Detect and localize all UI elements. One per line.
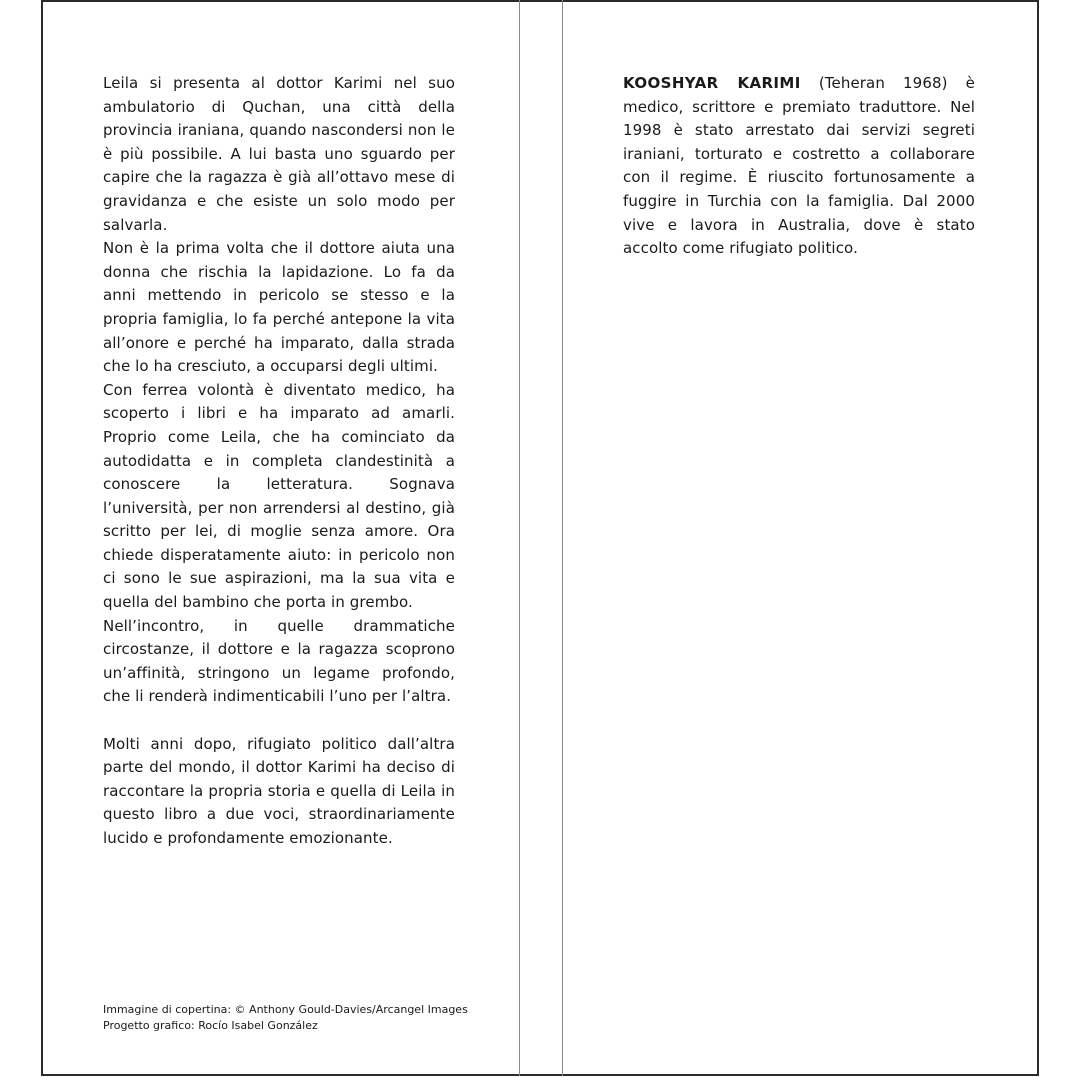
- synopsis-paragraph-4: Nell’incontro, in quelle drammatiche circostanze, il dottore e la ragazza scoprono un’affinità, stringono un legame profondo, che li renderà indimenticabili l’uno per l’altra.: [103, 616, 455, 706]
- synopsis-paragraph-3: Con ferrea volontà è diventato medico, ha scoperto i libri e ha imparato ad amarli. Proprio come Leila, che ha cominciato da autodidatta e in completa clandestinità a conoscere la letteratura. Sognava l’università, per non arrendersi al destino, già scritto per lei, di moglie senza amore. Ora chiede disperatamente aiuto: in pericolo non ci sono le sue aspirazioni, ma la sua vita e quella del bambino che porta in grembo.: [103, 380, 455, 612]
- author-name: KOOSHYAR KARIMI: [623, 74, 801, 92]
- author-bio-text: (Teheran 1968) è medico, scrittore e premiato traduttore. Nel 1998 è stato arrestato dai servizi segreti iraniani, torturato e costretto a collaborare con il regime. È riuscito fortunosamente a fuggire in Turchia con la famiglia. Dal 2000 vive e lavora in Australia, dove è stato accolto come rifugiato politico.: [623, 74, 975, 258]
- spine-fold-line-left: [519, 0, 520, 1076]
- spine-fold-line-right: [562, 0, 563, 1076]
- synopsis-paragraph-2: Non è la prima volta che il dottore aiuta una donna che rischia la lapidazione. Lo fa da anni mettendo in pericolo se stesso e la propria famiglia, lo fa perché antepone la vita all’onore e perché ha imparato, dalla strada che lo ha cresciuto, a occuparsi degli ultimi.: [103, 239, 455, 376]
- synopsis-paragraph-1: Leila si presenta al dottor Karimi nel suo ambulatorio di Quchan, una città della provincia iraniana, quando nascondersi non le è più possibile. A lui basta uno sguardo per capire che la ragazza è già all’ottavo mese di gravidanza e che esiste un solo modo per salvarla.: [103, 74, 455, 234]
- synopsis-paragraph-5: Molti anni dopo, rifugiato politico dall’altra parte del mondo, il dottor Karimi ha deciso di raccontare la propria storia e quella di Leila in questo libro a due voci, straordinariamente lucido e profondamente emozionante.: [103, 734, 455, 847]
- synopsis-column: [103, 72, 455, 851]
- credits-block: [103, 1002, 523, 1034]
- author-bio-column: [623, 72, 975, 261]
- graphic-design-credit: Progetto grafico: Rocío Isabel González: [103, 1019, 318, 1032]
- cover-image-credit: Immagine di copertina: © Anthony Gould-Davies/Arcangel Images: [103, 1003, 468, 1016]
- author-bio-paragraph: [623, 72, 975, 261]
